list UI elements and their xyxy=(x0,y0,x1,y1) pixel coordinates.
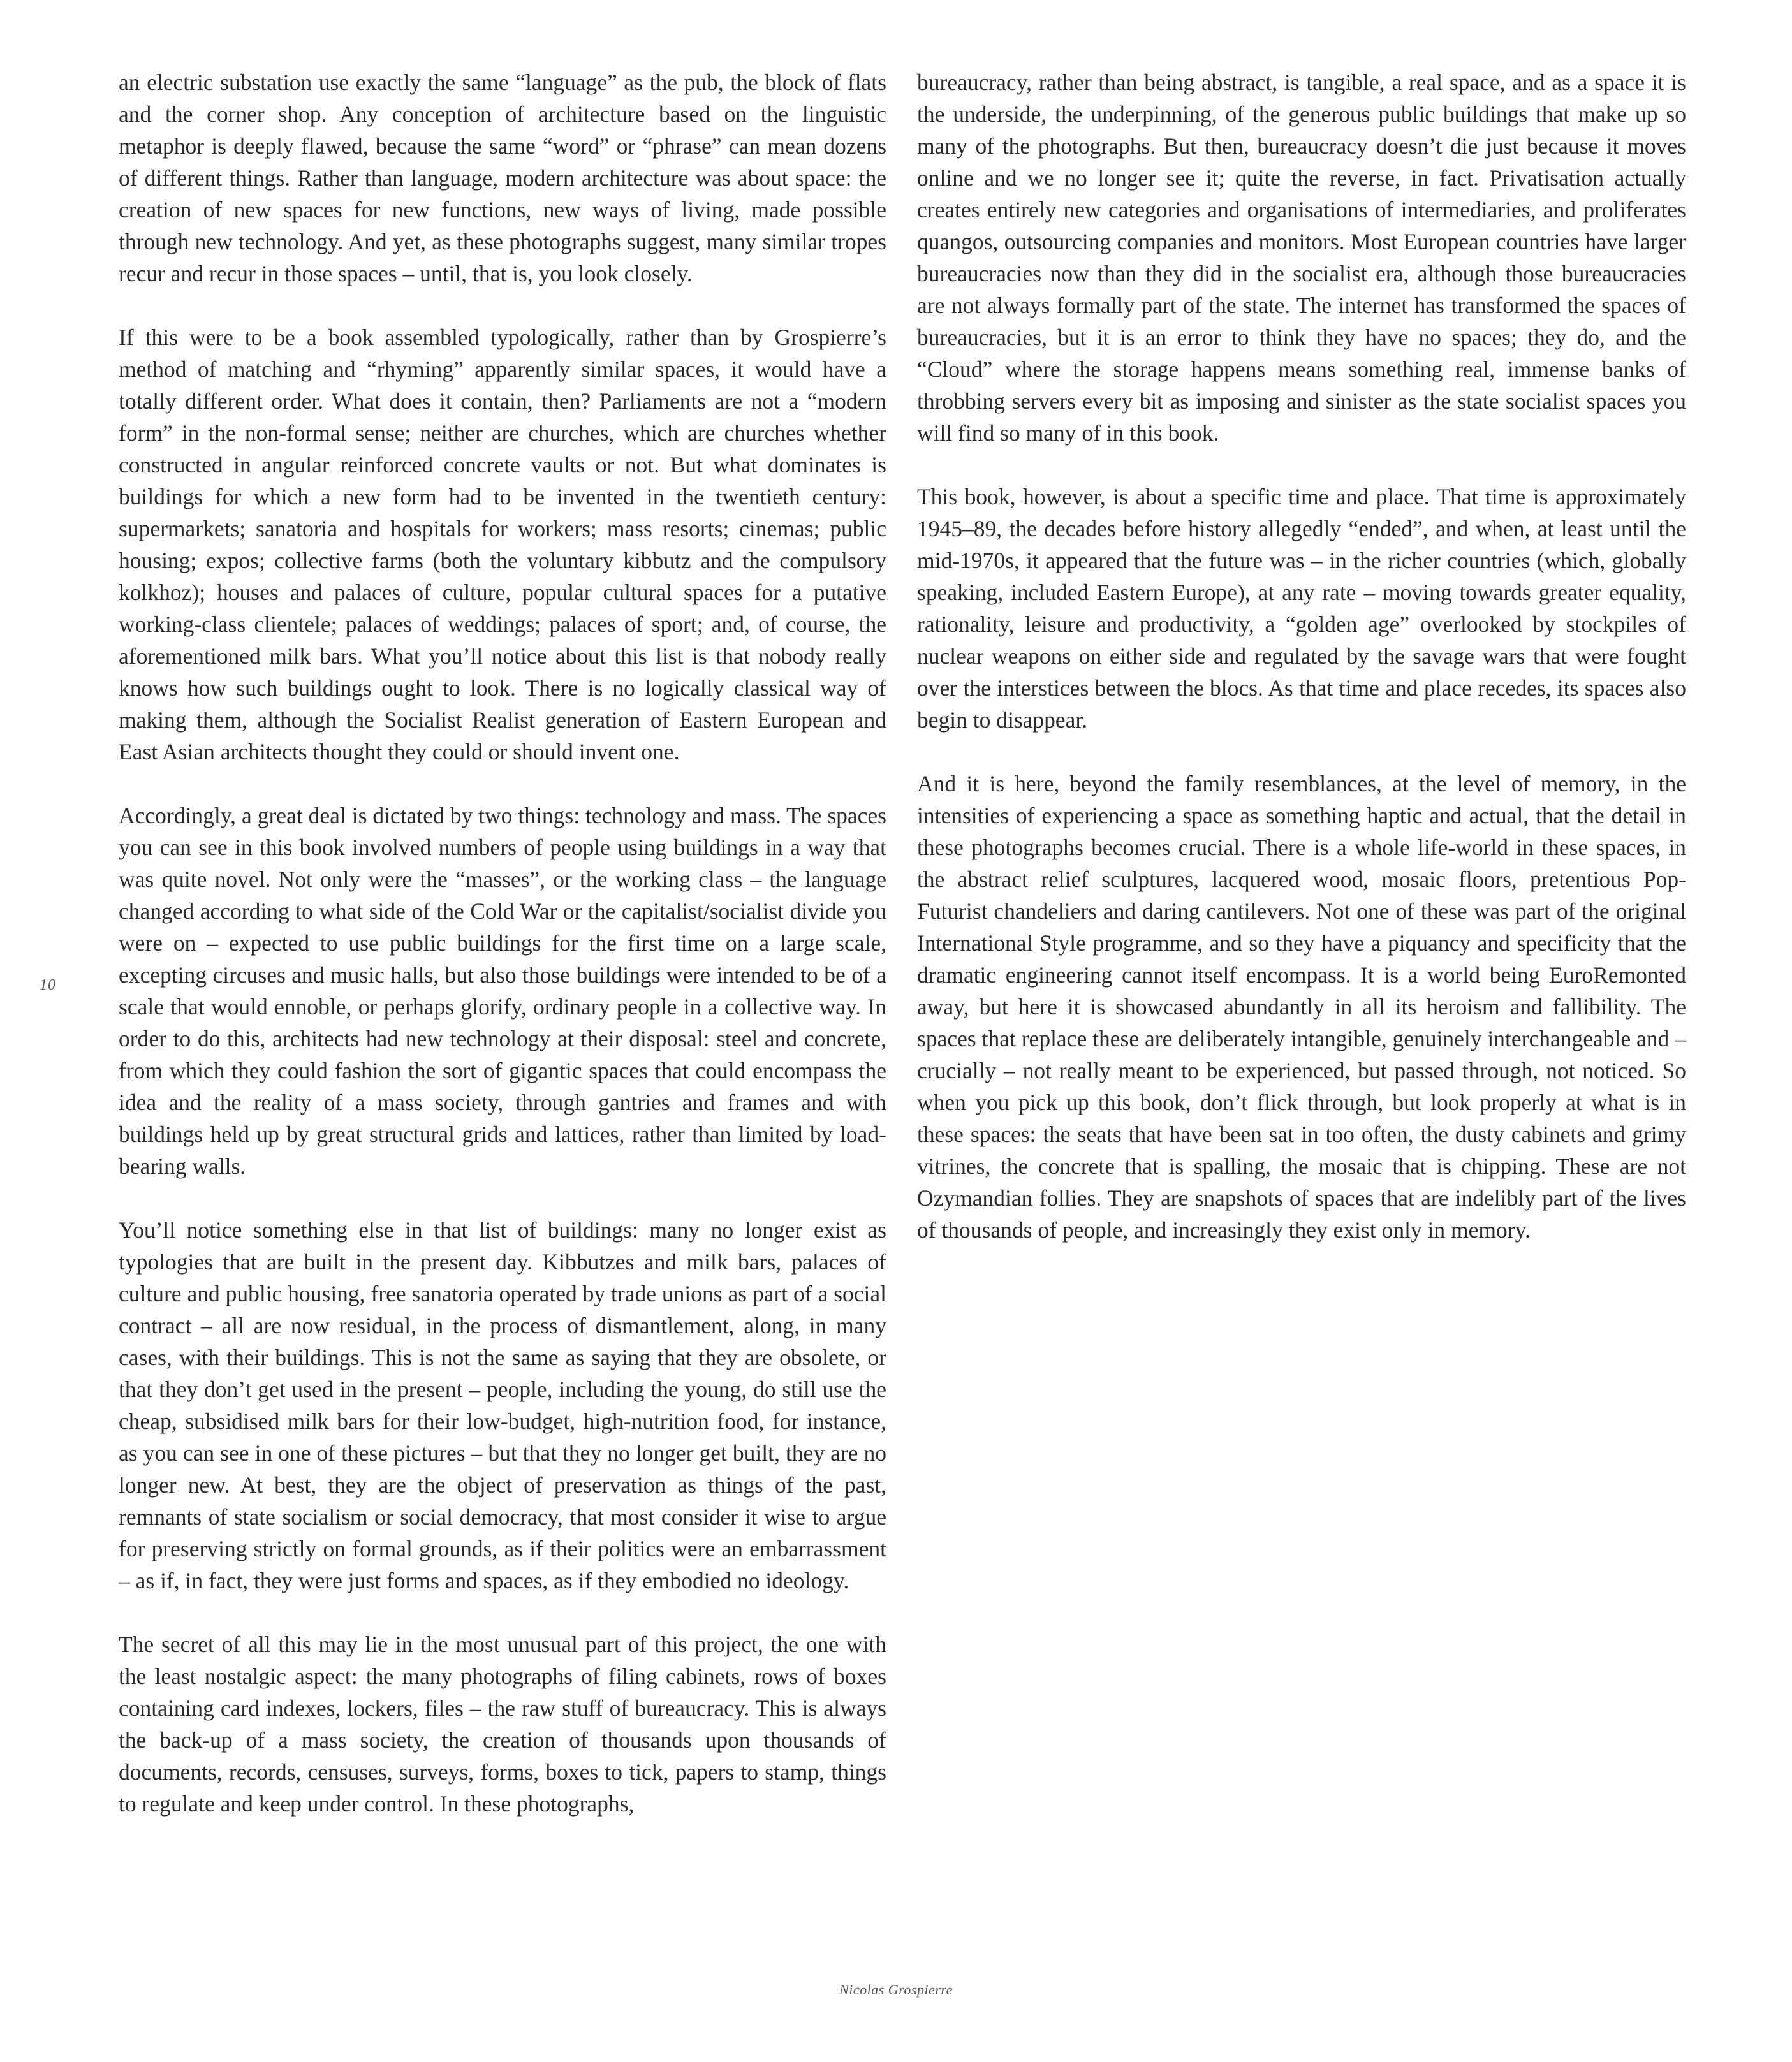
page-number: 10 xyxy=(40,977,56,993)
paragraph-residual-typologies: You’ll notice something else in that list of buildings: many no longer exist as typologies that are built in the present day. Kibbutzes and milk bars, palaces of culture and public housing, free sanatoria operated by trade unions as part of a social contract – all are now residual, in the process of dismantlement, along, in many cases, with their buildings. This is not the same as saying that they are obsolete, or that they don’t get used in the present – people, including the young, do still use the cheap, subsidised milk bars for their low-budget, high-nutrition food, for instance, as you can see in one of these pictures – but that they no longer get built, they are no longer new. At best, they are the object of preservation as things of the past, remnants of state socialism or social democracy, that most consider it wise to argue for preserving strictly on formal grounds, as if their politics were an embarrassment – as if, in fact, they were just forms and spaces, as if they embodied no ideology. xyxy=(119,1217,886,1593)
paragraph-technology-and-mass: Accordingly, a great deal is dictated by two things: technology and mass. The spaces you can see in this book involved numbers of people using buildings in a way that was quite novel. Not only were the “masses”, or the working class – the language changed according to what side of the Cold War or the capitalist/socialist divide you were on – expected to use public buildings for the first time on a large scale, excepting circuses and music halls, but also those buildings were intended to be of a scale that would ennoble, or perhaps glorify, ordinary people in a collective way. In order to do this, architects had new technology at their disposal: steel and concrete, from which they could fashion the sort of gigantic spaces that could encompass the idea and the reality of a mass society, through gantries and frames and with buildings held up by great structural grids and lattices, rather than limited by load-bearing walls. xyxy=(119,803,886,1179)
left-text-column xyxy=(119,66,886,1820)
paragraph-typological-order: If this were to be a book assembled typologically, rather than by Grospierre’s method of matching and “rhyming” apparently similar spaces, it would have a totally different order. What does it contain, then? Parliaments are not a “modern form” in the non-formal sense; neither are churches, which are churches whether constructed in angular reinforced concrete vaults or not. But what dominates is buildings for which a new form had to be invented in the twentieth century: supermarkets; sanatoria and hospitals for workers; mass resorts; cinemas; public housing; expos; collective farms (both the voluntary kibbutz and the compulsory kolkhoz); houses and palaces of culture, popular cultural spaces for a putative working-class clientele; palaces of weddings; palaces of sport; and, of course, the aforementioned milk bars. What you’ll notice about this list is that nobody really knows how such buildings ought to look. There is no logically classical way of making them, although the Socialist Realist generation of Eastern European and East Asian architects thought they could or should invent one. xyxy=(119,325,886,764)
right-text-column xyxy=(917,66,1686,1246)
footer-author-credit: Nicolas Grospierre xyxy=(839,1982,953,1998)
paragraph-tangible-bureaucracy: bureaucracy, rather than being abstract, is tangible, a real space, and as a space it is the underside, the underpinning, of the generous public buildings that make up so many of the photographs. But then, bureaucracy doesn’t die just because it moves online and we no longer see it; quite the reverse, in fact. Privatisation actually creates entirely new categories and organisations of intermediaries, and proliferates quangos, outsourcing companies and monitors. Most European countries have larger bureaucracies now than they did in the socialist era, although those bureaucracies are not always formally part of the state. The internet has transformed the spaces of bureaucracies, but it is an error to think they have no spaces; they do, and the “Cloud” where the storage happens means something real, immense banks of throbbing servers every bit as imposing and sinister as the state socialist spaces you will find so many of in this book. xyxy=(917,69,1686,446)
paragraph-bureaucracy-secret: The secret of all this may lie in the most unusual part of this project, the one with the least nostalgic aspect: the many photographs of filing cabinets, rows of boxes containing card indexes, lockers, files – the raw stuff of bureaucracy. This is always the back-up of a mass society, the creation of thousands upon thousands of documents, records, censuses, surveys, forms, boxes to tick, papers to stamp, things to regulate and keep under control. In these photographs, xyxy=(119,1632,886,1817)
paragraph-substation-language: an electric substation use exactly the same “language” as the pub, the block of flats and the corner shop. Any conception of architecture based on the linguistic metaphor is deeply flawed, because the same “word” or “phrase” can mean dozens of different things. Rather than language, modern architecture was about space: the creation of new spaces for new functions, new ways of living, made possible through new technology. And yet, as these photographs suggest, many similar tropes recur and recur in those spaces – until, that is, you look closely. xyxy=(119,69,886,286)
paragraph-memory-and-detail: And it is here, beyond the family resemblances, at the level of memory, in the intensities of experiencing a space as something haptic and actual, that the detail in these photographs becomes crucial. There is a whole life-world in these spaces, in the abstract relief sculptures, lacquered wood, mosaic floors, pretentious Pop-Futurist chandeliers and daring cantilevers. Not one of these was part of the original International Style programme, and so they have a piquancy and specificity that the dramatic engineering cannot itself encompass. It is a world being EuroRemonted away, but here it is showcased abundantly in all its heroism and fallibility. The spaces that replace these are deliberately intangible, genuinely interchangeable and – crucially – not really meant to be experienced, but passed through, not noticed. So when you pick up this book, don’t flick through, but look properly at what is in these spaces: the seats that have been sat in too often, the dusty cabinets and grimy vitrines, the concrete that is spalling, the mosaic that is chipping. These are not Ozymandian follies. They are snapshots of spaces that are indelibly part of the lives of thousands of people, and increasingly they exist only in memory. xyxy=(917,771,1686,1243)
paragraph-specific-time-and-place: This book, however, is about a specific time and place. That time is approximately 1945–89, the decades before history allegedly “ended”, and when, at least until the mid-1970s, it appeared that the future was – in the richer countries (which, globally speaking, included Eastern Europe), at any rate – moving towards greater equality, rationality, leisure and productivity, a “golden age” overlooked by stockpiles of nuclear weapons on either side and regulated by the savage wars that were fought over the interstices between the blocs. As that time and place recedes, its spaces also begin to disappear. xyxy=(917,484,1686,733)
